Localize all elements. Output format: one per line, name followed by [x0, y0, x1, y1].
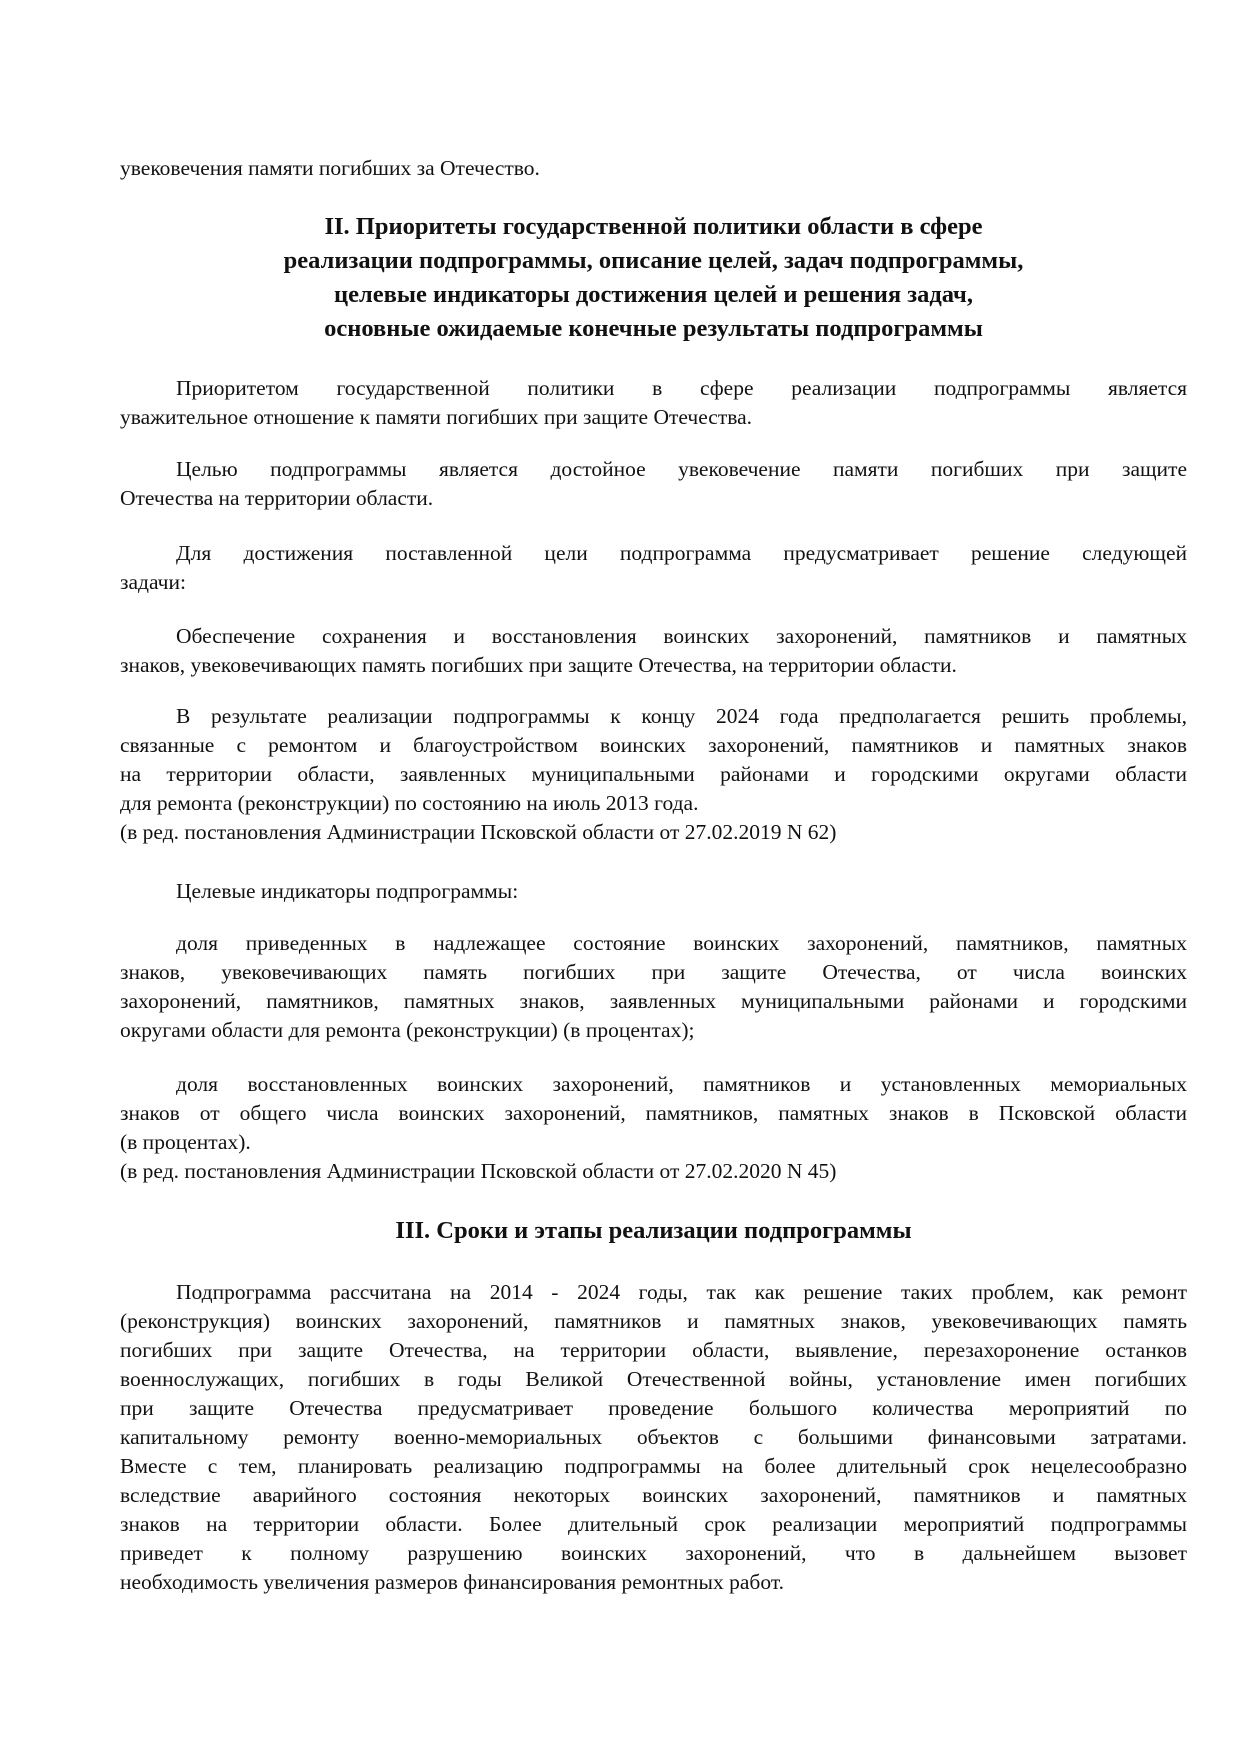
continued-text	[120, 154, 1187, 183]
text-line: знаков, увековечивающих память погибших при защите Отечества, от числа воинских	[120, 960, 1187, 984]
paragraph-indicators-intro	[120, 877, 1187, 906]
text-line: (реконструкция) воинских захоронений, памятников и памятных знаков, увековечивающих память	[120, 1309, 1187, 1333]
text-line: Вместе с тем, планировать реализацию подпрограммы на более длительный срок нецелесообразно	[120, 1454, 1187, 1478]
text-line: военнослужащих, погибших в годы Великой Отечественной войны, установление имен погибших	[120, 1367, 1187, 1391]
text-line: задачи:	[120, 570, 186, 594]
text-line: Целью подпрограммы является достойное увековечение памяти погибших при защите	[176, 457, 1187, 481]
text-line: вследствие аварийного состояния некоторых воинских захоронений, памятников и памятных	[120, 1483, 1187, 1507]
heading-line: II. Приоритеты государственной политики области в сфере	[324, 213, 983, 240]
paragraph-timeline	[120, 1278, 1187, 1597]
paragraph-results	[120, 702, 1187, 847]
text-line: знаков от общего числа воинских захоронений, памятников, памятных знаков в Псковской области	[120, 1101, 1187, 1125]
text-line: Для достижения поставленной цели подпрограмма предусматривает решение следующей	[176, 541, 1187, 565]
indicator-2	[120, 1070, 1187, 1186]
text-line: уважительное отношение к памяти погибших при защите Отечества.	[120, 405, 753, 429]
text-line: (в процентах).	[120, 1130, 251, 1154]
text-line: необходимость увеличения размеров финансирования ремонтных работ.	[120, 1570, 784, 1594]
text-line: капитальному ремонту военно-мемориальных объектов с большими финансовыми затратами.	[120, 1425, 1187, 1449]
text-line: Подпрограмма рассчитана на 2014 - 2024 годы, так как решение таких проблем, как ремонт	[176, 1280, 1187, 1304]
text-line: увековечения памяти погибших за Отечество.	[120, 156, 540, 180]
text-line: доля восстановленных воинских захоронений, памятников и установленных мемориальных	[176, 1072, 1187, 1096]
text-line: Обеспечение сохранения и восстановления воинских захоронений, памятников и памятных	[176, 624, 1187, 648]
heading-line: целевые индикаторы достижения целей и решения задач,	[334, 281, 973, 308]
text-line: Приоритетом государственной политики в сфере реализации подпрограммы является	[176, 376, 1187, 400]
amendment-note: (в ред. постановления Администрации Псковской области от 27.02.2019 N 62)	[120, 820, 837, 844]
indicator-1	[120, 929, 1187, 1045]
paragraph-goal	[120, 455, 1187, 513]
text-line: погибших при защите Отечества, на территории области, выявление, перезахоронение останков	[120, 1338, 1187, 1362]
heading-line: основные ожидаемые конечные результаты подпрограммы	[324, 315, 983, 342]
text-line: захоронений, памятников, памятных знаков, заявленных муниципальными районами и городскими	[120, 989, 1187, 1013]
heading-line: реализации подпрограммы, описание целей, задач подпрограммы,	[283, 247, 1024, 274]
text-line: на территории области, заявленных муниципальными районами и городскими округами области	[120, 762, 1187, 786]
amendment-note: (в ред. постановления Администрации Псковской области от 27.02.2020 N 45)	[120, 1159, 837, 1183]
text-line: Отечества на территории области.	[120, 486, 434, 510]
paragraph-priority	[120, 374, 1187, 432]
text-line: приведет к полному разрушению воинских захоронений, что в дальнейшем вызовет	[120, 1541, 1187, 1565]
paragraph-task-intro	[120, 539, 1187, 597]
text-line: для ремонта (реконструкции) по состоянию на июль 2013 года.	[120, 791, 699, 815]
text-line: В результате реализации подпрограммы к концу 2024 года предполагается решить проблемы,	[176, 704, 1187, 728]
text-line: связанные с ремонтом и благоустройством воинских захоронений, памятников и памятных знаков	[120, 733, 1187, 757]
text-line: округами области для ремонта (реконструкции) (в процентах);	[120, 1018, 695, 1042]
text-line: Целевые индикаторы подпрограммы:	[176, 879, 519, 903]
paragraph-task	[120, 622, 1187, 680]
text-line: доля приведенных в надлежащее состояние воинских захоронений, памятников, памятных	[176, 931, 1187, 955]
text-line: при защите Отечества предусматривает проведение большого количества мероприятий по	[120, 1396, 1187, 1420]
text-line: знаков, увековечивающих память погибших при защите Отечества, на территории области.	[120, 653, 957, 677]
section-2-heading	[120, 210, 1187, 346]
section-3-heading: III. Сроки и этапы реализации подпрограммы	[395, 1217, 912, 1244]
text-line: знаков на территории области. Более длительный срок реализации мероприятий подпрограммы	[120, 1512, 1187, 1536]
